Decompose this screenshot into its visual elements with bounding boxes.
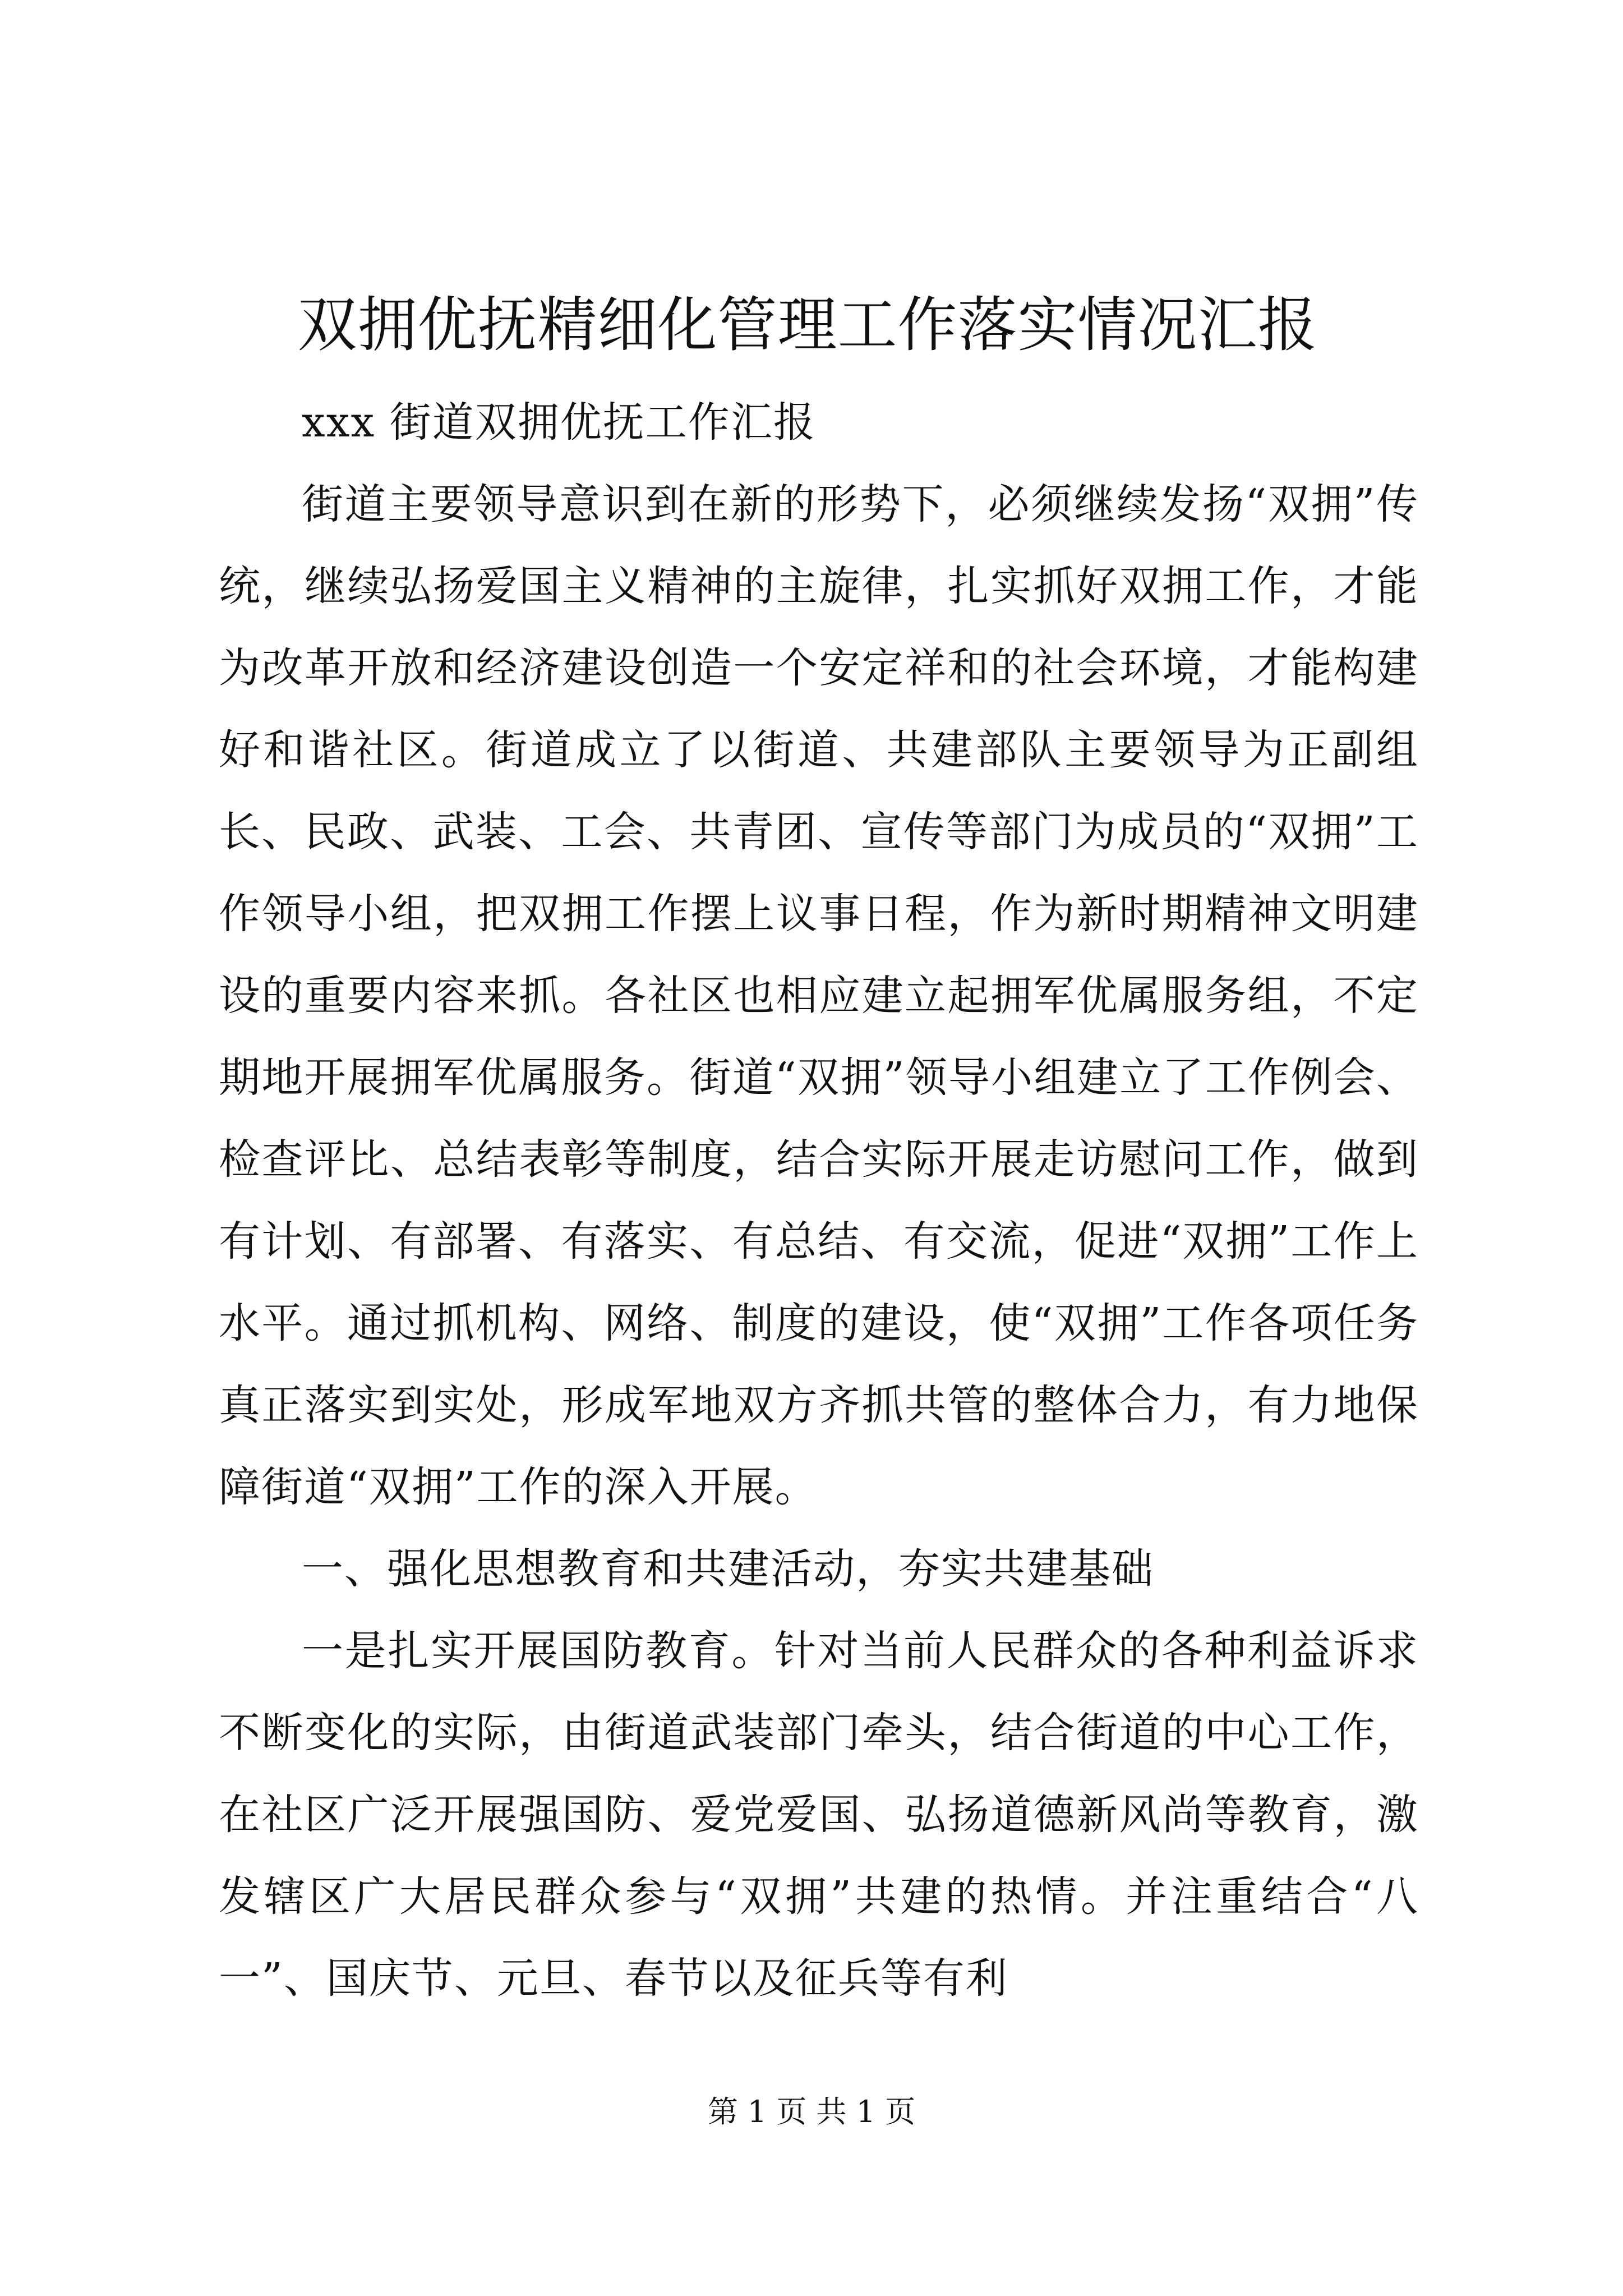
document-title: 双拥优抚精细化管理工作落实情况汇报 — [297, 291, 1318, 360]
document-body — [219, 381, 1419, 2019]
section-heading: 一、强化思想教育和共建活动，夯实共建基础 — [302, 1545, 1154, 1593]
body-paragraph: 一是扎实开展国防教育。针对当前人民群众的各种利益诉求不断变化的实际，由街道武装部门牵头，结合街道的中心工作，在社区广泛开展强国防、爱党爱国、弘扬道德新风尚等教育，激发辖区广大居民群众参与“双拥”共建的热情。并注重结合“八一”、国庆节、元旦、春节以及征兵等有利 — [219, 1627, 1419, 2003]
subtitle-paragraph: xxx 街道双拥优抚工作汇报 — [302, 398, 816, 447]
body-paragraph: 街道主要领导意识到在新的形势下，必须继续发扬“双拥”传统，继续弘扬爱国主义精神的主旋律，扎实抓好双拥工作，才能为改革开放和经济建设创造一个安定祥和的社会环境，才能构建好和谐社区。街道成立了以街道、共建部队主要领导为正副组长、民政、武装、工会、共青团、宣传等部门为成员的“双拥”工作领导小组，把双拥工作摆上议事日程，作为新时期精神文明建设的重要内容来抓。各社区也相应建立起拥军优属服务组，不定期地开展拥军优属服务。街道“双拥”领导小组建立了工作例会、检查评比、总结表彰等制度，结合实际开展走访慰问工作，做到有计划、有部署、有落实、有总结、有交流，促进“双拥”工作上水平。通过抓机构、网络、制度的建设，使“双拥”工作各项任务真正落实到实处，形成军地双方齐抓共管的整体合力，有力地保障街道“双拥”工作的深入开展。 — [219, 480, 1419, 1511]
page-footer: 第 1 页 共 1 页 — [707, 2094, 916, 2129]
